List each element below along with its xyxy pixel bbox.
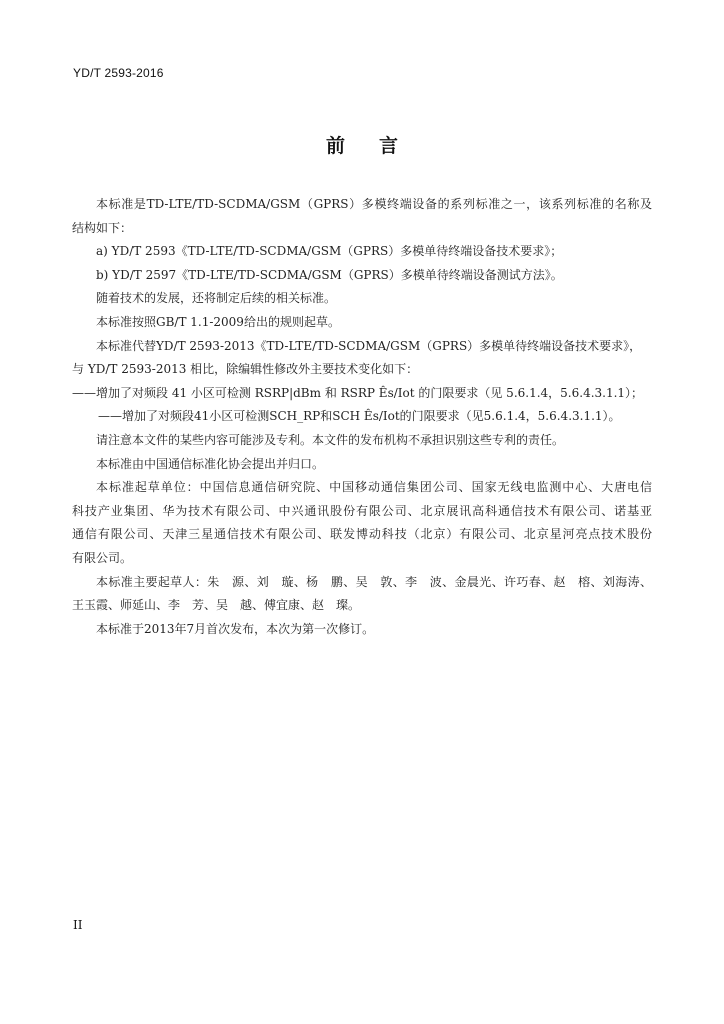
paragraph-drafters-line2: 王玉霞、师延山、李 芳、吴 越、傅宜康、赵 璨。 — [72, 598, 361, 613]
paragraph-drafting-units-line2: 科技产业集团、华为技术有限公司、中兴通讯股份有限公司、北京展讯高科通信技术有限公司、诺基亚 — [72, 503, 652, 518]
paragraph-drafting-units-line3: 通信有限公司、天津三星通信技术有限公司、联发博动科技（北京）有限公司、北京星河亮点技术股份 — [72, 527, 652, 542]
paragraph-drafting-units-line1: 本标准起草单位：中国信息通信研究院、中国移动通信集团公司、国家无线电监测中心、大唐电信 — [96, 480, 652, 495]
paragraph-patent-notice: 请注意本文件的某些内容可能涉及专利。本文件的发布机构不承担识别这些专利的责任。 — [96, 432, 565, 447]
paragraph-drafting-units-line4: 有限公司。 — [72, 550, 133, 565]
page-title: 前言 — [325, 135, 432, 157]
paragraph-replaces-line1: 本标准代替YD/T 2593-2013《TD-LTE/TD-SCDMA/GSM（GPRS）多模单待终端设备技术要求》， — [96, 338, 642, 353]
paragraph-proposer: 本标准由中国通信标准化协会提出并归口。 — [96, 456, 325, 471]
list-item-b: b) YD/T 2597《TD-LTE/TD-SCDMA/GSM（GPRS）多模单待终端设备测试方法》。 — [96, 267, 563, 282]
change-item-sch: ——增加了对频段41小区可检测SCH_RP和SCH Ês/Iot的门限要求（见5.6.1.4，5.6.4.3.1.1）。 — [98, 409, 621, 424]
paragraph-future-standards: 随着技术的发展，还将制定后续的相关标准。 — [96, 291, 337, 306]
page-number: II — [73, 918, 83, 932]
foreword-body — [72, 193, 652, 641]
paragraph-publication-history: 本标准于2013年7月首次发布，本次为第一次修订。 — [96, 621, 375, 636]
paragraph-drafting-rules: 本标准按照GB/T 1.1-2009给出的规则起草。 — [96, 314, 340, 329]
paragraph-series-intro-line1: 本标准是TD-LTE/TD-SCDMA/GSM（GPRS）多模终端设备的系列标准之一，该系列标准的名称及 — [96, 197, 652, 211]
paragraph-series-intro-line2: 结构如下： — [72, 220, 133, 235]
list-item-a: a) YD/T 2593《TD-LTE/TD-SCDMA/GSM（GPRS）多模单待终端设备技术要求》； — [96, 244, 563, 259]
paragraph-replaces-line2: 与 YD/T 2593-2013 相比，除编辑性修改外主要技术变化如下： — [72, 362, 419, 377]
document-code: YD/T 2593-2016 — [73, 66, 164, 80]
change-item-rsrp: ——增加了对频段 41 小区可检测 RSRP|dBm 和 RSRP Ês/Iot 的门限要求（见 5.6.1.4，5.6.4.3.1.1）； — [72, 385, 644, 400]
paragraph-drafters-line1: 本标准主要起草人：朱 源、刘 璇、杨 鹏、吴 敦、李 波、金晨光、许巧春、赵 榕、刘海涛、 — [96, 574, 652, 589]
